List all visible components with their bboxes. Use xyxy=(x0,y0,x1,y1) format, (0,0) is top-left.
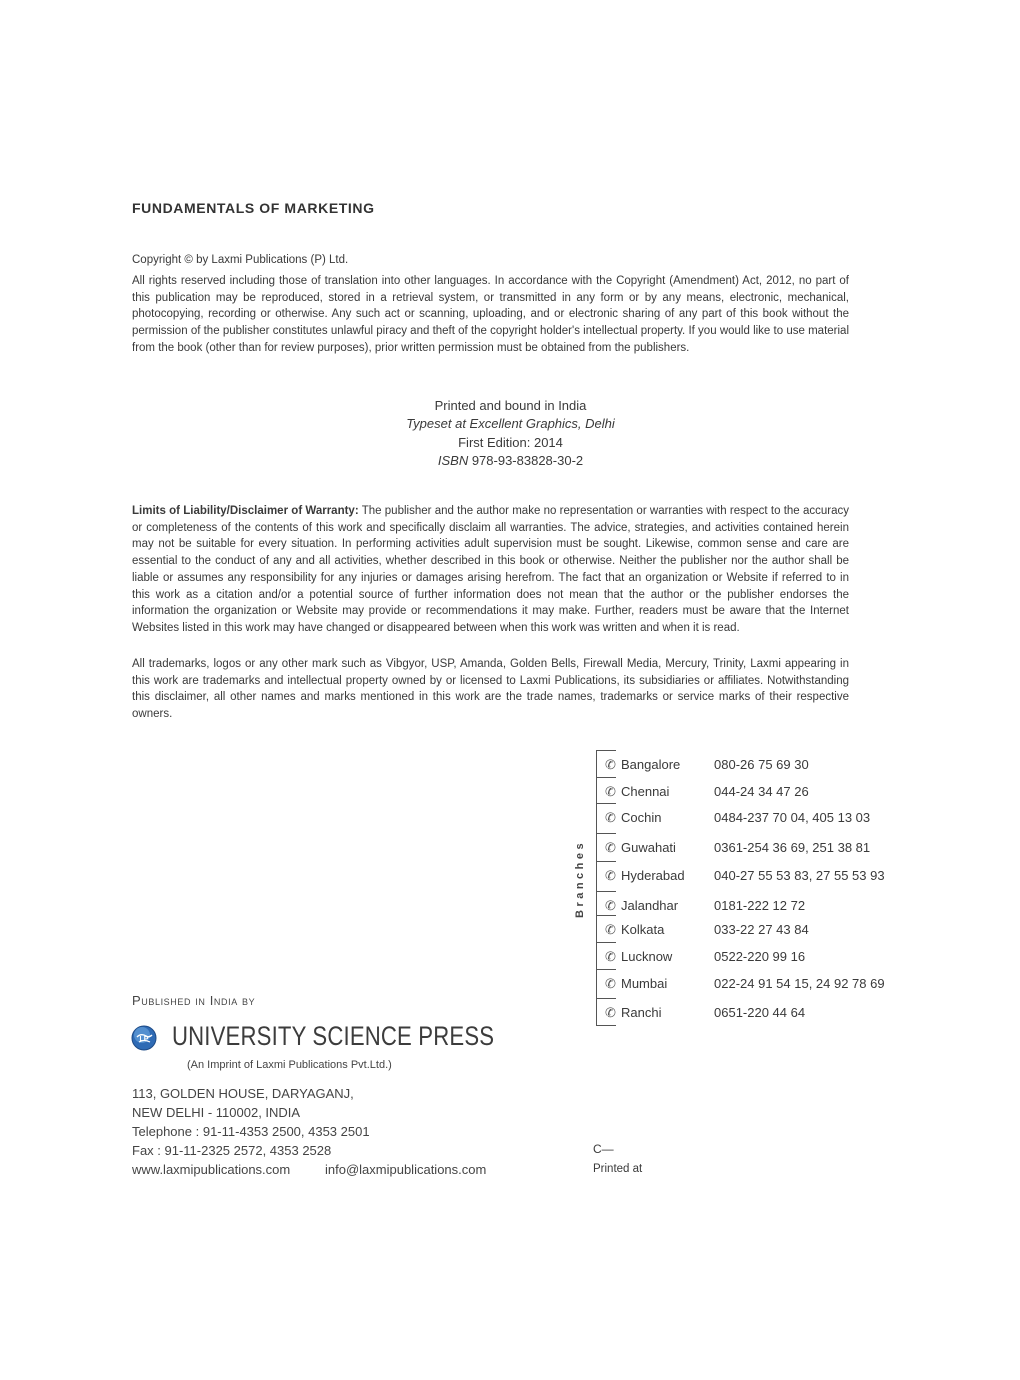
phone-icon: ✆ xyxy=(605,868,616,883)
printing-info xyxy=(132,397,889,471)
branch-city: Ranchi xyxy=(621,1005,662,1020)
branch-phone: 0522-220 99 16 xyxy=(714,949,806,964)
branch-phone: 022-24 91 54 15, 24 92 78 69 xyxy=(714,976,885,991)
branch-row xyxy=(596,867,896,887)
branch-divider xyxy=(596,777,616,778)
branch-divider xyxy=(596,861,616,862)
branch-row xyxy=(596,975,896,995)
isbn-line xyxy=(132,452,889,470)
phone-icon: ✆ xyxy=(605,976,616,991)
address-line-1: 113, GOLDEN HOUSE, DARYAGANJ, xyxy=(132,1086,354,1101)
copyright-line: Copyright © by Laxmi Publications (P) Ltd. xyxy=(132,254,349,266)
branch-phone: 033-22 27 43 84 xyxy=(714,922,809,937)
branch-city: Lucknow xyxy=(621,949,673,964)
branch-divider xyxy=(596,969,616,970)
email-link[interactable]: info@laxmipublications.com xyxy=(325,1162,487,1177)
bracket-bottom-line xyxy=(596,1025,616,1026)
branch-city: Cochin xyxy=(621,810,662,825)
branch-phone: 0651-220 44 64 xyxy=(714,1005,806,1020)
branch-divider xyxy=(596,891,616,892)
branch-city: Jalandhar xyxy=(621,898,679,913)
branch-city: Hyderabad xyxy=(621,868,685,883)
branch-city: Bangalore xyxy=(621,757,681,772)
phone-icon: ✆ xyxy=(605,757,616,772)
published-in-label: Published in India by xyxy=(132,993,256,1008)
branch-city: Guwahati xyxy=(621,840,676,855)
website-link[interactable]: www.laxmipublications.com xyxy=(132,1162,291,1177)
disclaimer-heading: Limits of Liability/Disclaimer of Warranty: xyxy=(132,505,359,517)
phone-icon: ✆ xyxy=(605,840,616,855)
edition-line: First Edition: 2014 xyxy=(458,434,563,450)
fax-line: Fax : 91-11-2325 2572, 4353 2528 xyxy=(132,1143,332,1158)
branch-row xyxy=(596,783,896,803)
isbn-label: ISBN xyxy=(437,453,469,469)
phone-icon: ✆ xyxy=(605,949,616,964)
phone-icon: ✆ xyxy=(605,898,616,913)
phone-icon: ✆ xyxy=(605,810,616,825)
book-title: FUNDAMENTALS OF MARKETING xyxy=(132,200,375,216)
branch-phone: 0484-237 70 04, 405 13 03 xyxy=(714,810,871,825)
globe-logo-icon xyxy=(131,1025,157,1051)
typeset-line: Typeset at Excellent Graphics, Delhi xyxy=(406,416,615,432)
branch-phone: 080-26 75 69 30 xyxy=(714,757,809,772)
branch-row xyxy=(596,756,896,776)
branch-divider xyxy=(596,915,616,916)
branch-city: Chennai xyxy=(621,784,670,799)
isbn-number: 978-93-83828-30-2 xyxy=(471,453,584,469)
branch-divider xyxy=(596,833,616,834)
disclaimer-paragraph xyxy=(132,503,849,637)
disclaimer-text: The publisher and the author make no representation or warranties with respect to the accuracy or completeness of the contents of this work and specifically disclaim all warranties. The advice, strategies, and activities contained herein may not be suitable for every situation. In performing activities adult supervision must be sought. Likewise, common sense and care are essential to the conduct of any and all activities, whether described in this book or otherwise. Neither the publisher nor the author shall be liable or assumes any responsibility for any injuries or damages arising herefrom. The fact that an organization or Website if referred to in this work as a citation and/or a potential source of further information does not mean that the author or the publisher endorses the information the organization or Website may provide or recommendations it may make. Further, readers must be aware that the Internet Websites listed in this work may have changed or disappeared between when this work was written and when it is read. xyxy=(132,505,849,634)
branch-row xyxy=(596,948,896,968)
branch-divider xyxy=(596,998,616,999)
branch-phone: 044-24 34 47 26 xyxy=(714,784,809,799)
phone-icon: ✆ xyxy=(605,1005,616,1020)
telephone-line: Telephone : 91-11-4353 2500, 4353 2501 xyxy=(132,1124,370,1139)
printed-at-label: Printed at xyxy=(593,1163,643,1175)
branches-label: Branches xyxy=(574,839,586,918)
branch-divider xyxy=(596,750,616,751)
c-mark: C— xyxy=(593,1142,614,1156)
imprint-line: (An Imprint of Laxmi Publications Pvt.Ltd.) xyxy=(187,1059,392,1071)
branch-row xyxy=(596,809,896,829)
branch-phone: 0361-254 36 69, 251 38 81 xyxy=(714,840,871,855)
branch-row xyxy=(596,897,896,917)
branch-row xyxy=(596,921,896,941)
trademarks-paragraph: All trademarks, logos or any other mark such as Vibgyor, USP, Amanda, Golden Bells, Firewall Media, Mercury, Trinity, Laxmi appearing in this work are trademarks and intellectual property owned by or licensed to Laxmi Publications, its subsidiaries or affiliates. Notwithstanding this disclaimer, all other names and marks mentioned in this work are the trade names, trademarks or service marks of their respective owners. xyxy=(132,658,849,721)
svg-text:LP: LP xyxy=(139,1036,149,1043)
branch-row xyxy=(596,839,896,859)
branch-city: Kolkata xyxy=(621,922,665,937)
branch-city: Mumbai xyxy=(621,976,668,991)
branch-divider xyxy=(596,803,616,804)
printed-bound-line: Printed and bound in India xyxy=(434,398,587,413)
address-line-2: NEW DELHI - 110002, INDIA xyxy=(132,1105,301,1120)
phone-icon: ✆ xyxy=(605,922,616,937)
branch-phone: 040-27 55 53 83, 27 55 53 93 xyxy=(714,868,885,883)
publisher-name: UNIVERSITY SCIENCE PRESS xyxy=(172,1021,495,1051)
branch-divider xyxy=(596,942,616,943)
rights-paragraph: All rights reserved including those of translation into other languages. In accordance with the Copyright (Amendment) Act, 2012, no part of this publication may be reproduced, stored in a retrieval system, or transmitted in any form or by any means, electronic, mechanical, photocopying, recording or otherwise. Any such act or scanning, uploading, and or electronic sharing of any part of this book without the permission of the publisher constitutes unlawful piracy and theft of the copyright holder's intellectual property. If you would like to use material from the book (other than for review purposes), prior written permission must be obtained from the publishers. xyxy=(132,275,849,354)
branch-phone: 0181-222 12 72 xyxy=(714,898,806,913)
phone-icon: ✆ xyxy=(605,784,616,799)
branch-row xyxy=(596,1004,896,1024)
